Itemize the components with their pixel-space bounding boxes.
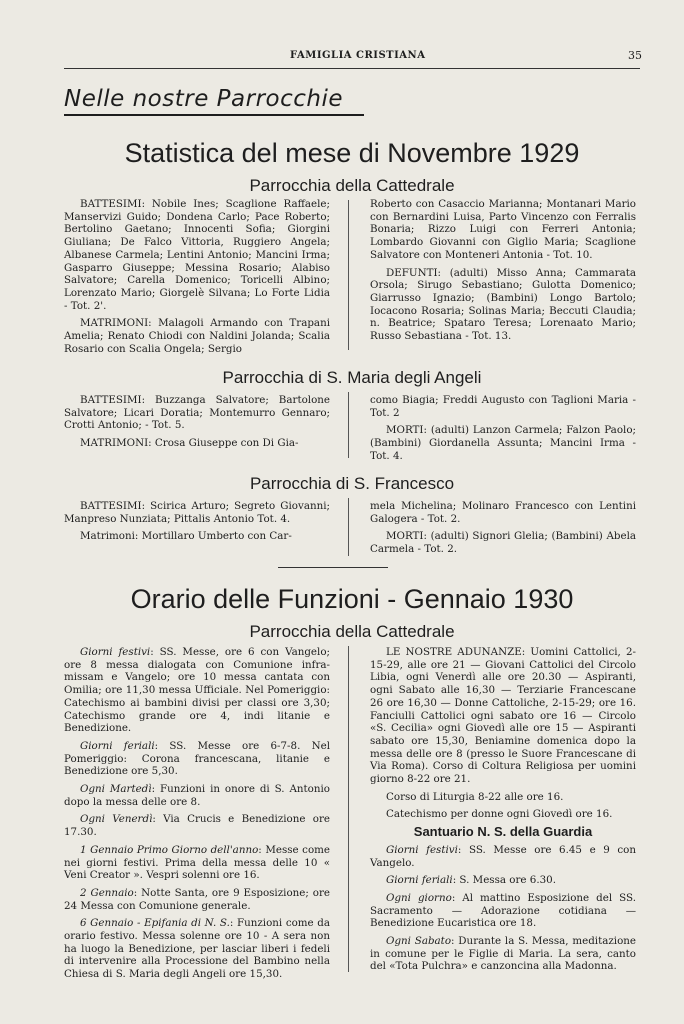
schedule-paragraph: Giorni festivi: SS. Messe, ore 6 con Vangelo; ore 8 messa dialogata con Comunione infra-missam e Vangelo; ore 10 messa cantata con Omilia; ore 11,30 messa Ufficiale. Nel Pomeriggio: Catechismo ai bambini divisi per classi ore 3,30; Catechismo grande ore 4, indi litanie e Benedizione. xyxy=(64,646,330,735)
liturgy-paragraph: Corso di Liturgia 8-22 alle ore 16. xyxy=(386,790,564,803)
santuario-paragraph: Ogni giorno: Al mattino Esposizione del SS. Sacramento — Adorazione cotidiana — Benedizione Eucaristica ore 18. xyxy=(370,891,636,930)
schedule-paragraph: Ogni Venerdì: Via Crucis e Benedizione ore 17.30. xyxy=(64,813,330,839)
orario-right-column xyxy=(370,646,636,978)
section-title-underline xyxy=(64,114,364,116)
angeli-right-column xyxy=(370,394,636,468)
schedule-paragraph: Giorni feriali: SS. Messe ore 6-7-8. Nel Pomeriggio: Corona francescana, litanie e Benedizione ore 5,30. xyxy=(64,739,331,778)
santuario-heading: Santuario N. S. della Guardia xyxy=(413,824,593,840)
orario-heading: Parrocchia della Cattedrale xyxy=(249,622,455,641)
santuario-paragraph: Giorni festivi: SS. Messe ore 6.45 e 9 con Vangelo. xyxy=(370,843,636,869)
paragraph: DEFUNTI: (adulti) Misso Anna; Cammarata Orsola; Sirugo Sebastiano; Gulotta Domenico; Giarrusso Ignazio; (Bambini) Longo Bartolo; Iocacono Rosaria; Solinas Maria; Beccuti Claudia; n. Beatrice; Spataro Teresa; Lorenaato Mario; Russo Sebastiana - Tot. 13. xyxy=(370,266,636,343)
schedule-paragraph: 1 Gennaio Primo Giorno dell'anno: Messe come nei giorni festivi. Prima della messa delle 10 « Veni Creator ». Vespri solenni ore 16. xyxy=(64,843,331,882)
paragraph: MATRIMONI: Crosa Giuseppe con Di Gia- xyxy=(80,437,299,450)
schedule-paragraph: 6 Gennaio - Epifania di N. S.: Funzioni come da orario festivo. Messa solenne ore 10 - A sera non ha luogo la Benedizione, per lasciar liberi i fedeli di intervenire alla Processione del Bambino nella Chiesa di S. Maria degli Angeli ore 15,30. xyxy=(64,917,330,981)
paragraph: MORTI: (adulti) Signori Glelia; (Bambini) Abela Carmela - Tot. 2. xyxy=(370,530,636,556)
column-divider xyxy=(348,646,349,972)
paragraph: Roberto con Casaccio Marianna; Montanari Mario con Bernardini Luisa, Parto Vincenzo con Ferralis Bonaria; Rizzo Luigi con Ferreri Antonia; Lombardo Giovanni con Giglio Maria; Scaglione Salvatore con Monteneri Antonia - Tot. 10. xyxy=(370,198,636,261)
meetings-paragraph: LE NOSTRE ADUNANZE: Uomini Cattolici, 2-15-29, alle ore 21 — Giovani Cattolici del Circolo Libia, ogni Venerdì alle ore 20.30 — Aspiranti, ogni Sabato alle 16,30 — Terziarie Francescane 26 ore 16,30 — Donne Cattoliche, 2-15-29; ore 16. Fanciulli Cattolici ogni sabato ore 16 — Circolo «S. Cecilia» ogni Giovedì alle ore 15 — Aspiranti sabato ore 15,30, Beniamine domenica dopo la messa delle ore 8 (presso le Suore Francescane di Via Roma). Corso di Coltura Religiosa per uomini giorno 8-22 ore 21. xyxy=(370,646,636,786)
cattedrale-left-column xyxy=(64,198,330,360)
column-divider xyxy=(348,200,349,350)
header-rule xyxy=(64,68,640,69)
column-divider xyxy=(348,498,349,556)
paragraph: Matrimoni: Mortillaro Umberto con Car- xyxy=(80,530,292,543)
santuario-paragraph: Giorni feriali: S. Messa ore 6.30. xyxy=(386,874,556,887)
section-title: Nelle nostre Parrocchie xyxy=(64,86,344,112)
stat-headline: Statistica del mese di Novembre 1929 xyxy=(124,138,580,168)
francesco-heading: Parrocchia di S. Francesco xyxy=(249,474,455,493)
paragraph: mela Michelina; Molinaro Francesco con Lentini Galogera - Tot. 2. xyxy=(370,500,636,525)
paragraph: BATTESIMI: Buzzanga Salvatore; Bartolone Salvatore; Licari Doratia; Montemurro Gennaro; Crotti Antonio; - Tot. 5. xyxy=(64,394,330,432)
orario-left-column xyxy=(64,646,330,986)
angeli-left-column xyxy=(64,394,330,455)
paragraph: como Biagia; Freddi Augusto con Taglioni Maria - Tot. 2 xyxy=(370,394,636,419)
orario-headline: Orario delle Funzioni - Gennaio 1930 xyxy=(130,584,574,614)
santuario-paragraph: Ogni Sabato: Durante la S. Messa, meditazione in comune per le Figlie di Maria. La sera, canto del «Tota Pulchra» e canzoncina alla Madonna. xyxy=(370,935,636,973)
paragraph: BATTESIMI: Nobile Ines; Scaglione Raffaele; Manservizi Guido; Dondena Carlo; Pace Roberto; Bertolino Gaetano; Innocenti Sofia; Giorgini Giuliana; De Falco Vittoria, Ruggiero Angela; Albanese Carmela; Lentini Antonio; Mancini Irma; Gasparro Giuseppe; Messina Rosario; Alabiso Salvatore; Carella Domenico; Toricelli Albino; Lorenzato Mario; Giorgelè Silvana; Lo Forte Lidia - Tot. 2'. xyxy=(64,198,330,312)
francesco-right-column xyxy=(370,500,636,561)
paragraph: MATRIMONI: Malagoli Armando con Trapani Amelia; Renato Chiodi con Naldini Jolanda; Scalia Rosario con Scalia Ongela; Sergio xyxy=(64,317,330,355)
francesco-left-column xyxy=(64,500,330,548)
page-number: 35 xyxy=(628,49,642,62)
running-header-title: FAMIGLIA CRISTIANA xyxy=(290,50,426,61)
angeli-heading: Parrocchia di S. Maria degli Angeli xyxy=(222,368,482,387)
column-divider xyxy=(348,392,349,458)
catechism-paragraph: Catechismo per donne ogni Giovedì ore 16. xyxy=(386,808,613,821)
cattedrale-heading: Parrocchia della Cattedrale xyxy=(249,176,455,195)
schedule-paragraph: 2 Gennaio: Notte Santa, ore 9 Esposizione; ore 24 Messa con Comunione generale. xyxy=(64,886,330,912)
paragraph: BATTESIMI: Scirica Arturo; Segreto Giovanni; Manpreso Nunziata; Pittalis Antonio Tot. 4. xyxy=(64,500,330,525)
schedule-paragraph: Ogni Martedì: Funzioni in onore di S. Antonio dopo la messa delle ore 8. xyxy=(64,783,331,808)
cattedrale-right-column xyxy=(370,198,636,348)
section-divider xyxy=(278,567,388,568)
paragraph: MORTI: (adulti) Lanzon Carmela; Falzon Paolo; (Bambini) Giordanella Assunta; Mancini Irma - Tot. 4. xyxy=(370,424,636,462)
